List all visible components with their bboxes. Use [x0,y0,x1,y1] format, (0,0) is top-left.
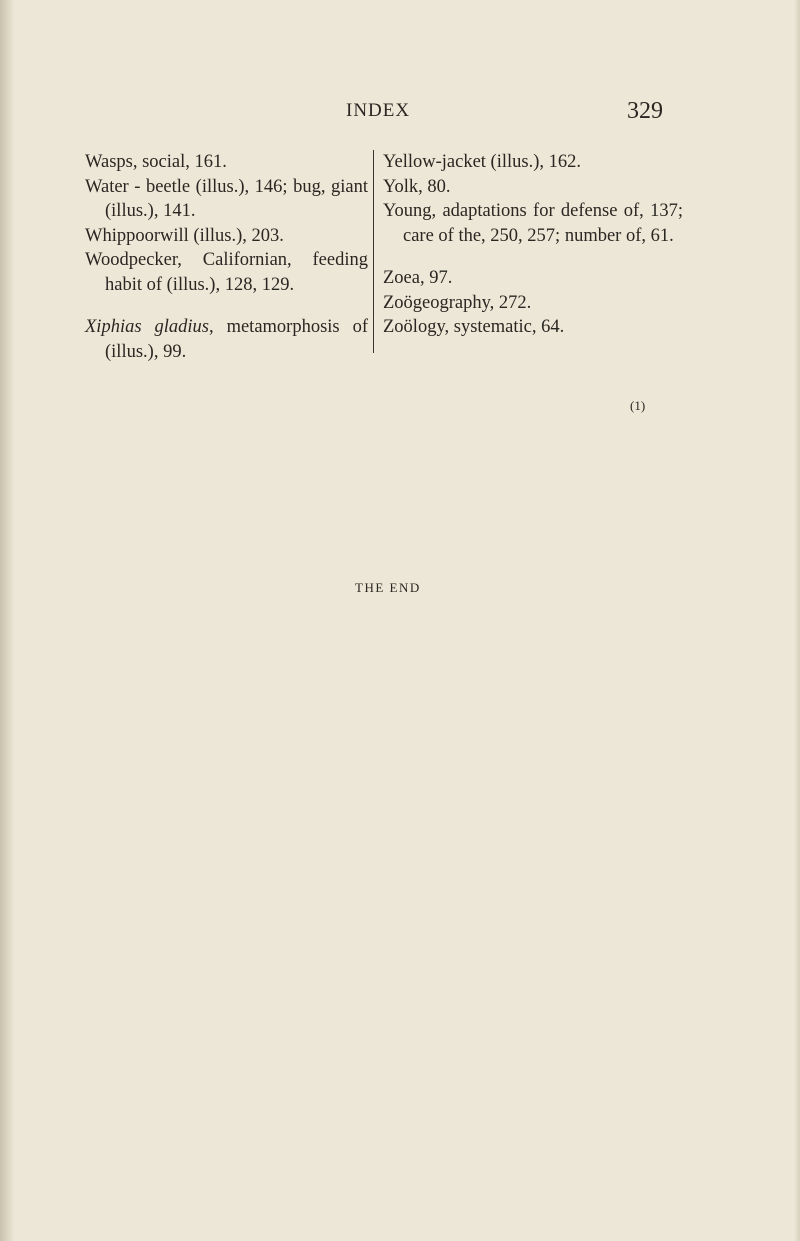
index-entry-wasps: Wasps, social, 161. [85,152,227,172]
index-entry-yellow-jacket: Yellow-jacket (illus.), 162. [383,152,581,172]
index-entry-xiphias [85,315,368,364]
page-title: INDEX [346,100,411,121]
index-entry-yolk: Yolk, 80. [383,176,451,197]
index-entry-xiphias-name: Xiphias gladius [85,317,209,337]
page-edge-left [0,0,14,1241]
page-number: 329 [627,98,663,124]
column-divider [373,150,374,353]
index-column-right [383,150,683,340]
index-entry-xiphias-text: , metamorphosis of (illus.), 99. [105,317,368,362]
index-entry-zoology: Zoölogy, systematic, 64. [383,317,565,337]
index-entry-whippoorwill: Whippoorwill (illus.), 203. [85,225,284,246]
index-entry-young: Young, adaptations for defense of, 137; care of the, 250, 257; number of, 61. [383,201,683,246]
footnote-marker: (1) [630,398,646,413]
index-entry-water-beetle: Water - beetle (illus.), 146; bug, giant (illus.), 141. [85,176,368,221]
running-head [0,96,800,130]
index-entry-woodpecker: Woodpecker, Californian, feeding habit of (illus.), 128, 129. [85,250,368,295]
page-edge-right [794,0,800,1241]
the-end-text: THE END [355,580,421,595]
index-column-left [85,150,368,364]
index-entry-zoea: Zoea, 97. [383,268,453,288]
index-entry-zoogeography: Zoögeography, 272. [383,292,532,313]
